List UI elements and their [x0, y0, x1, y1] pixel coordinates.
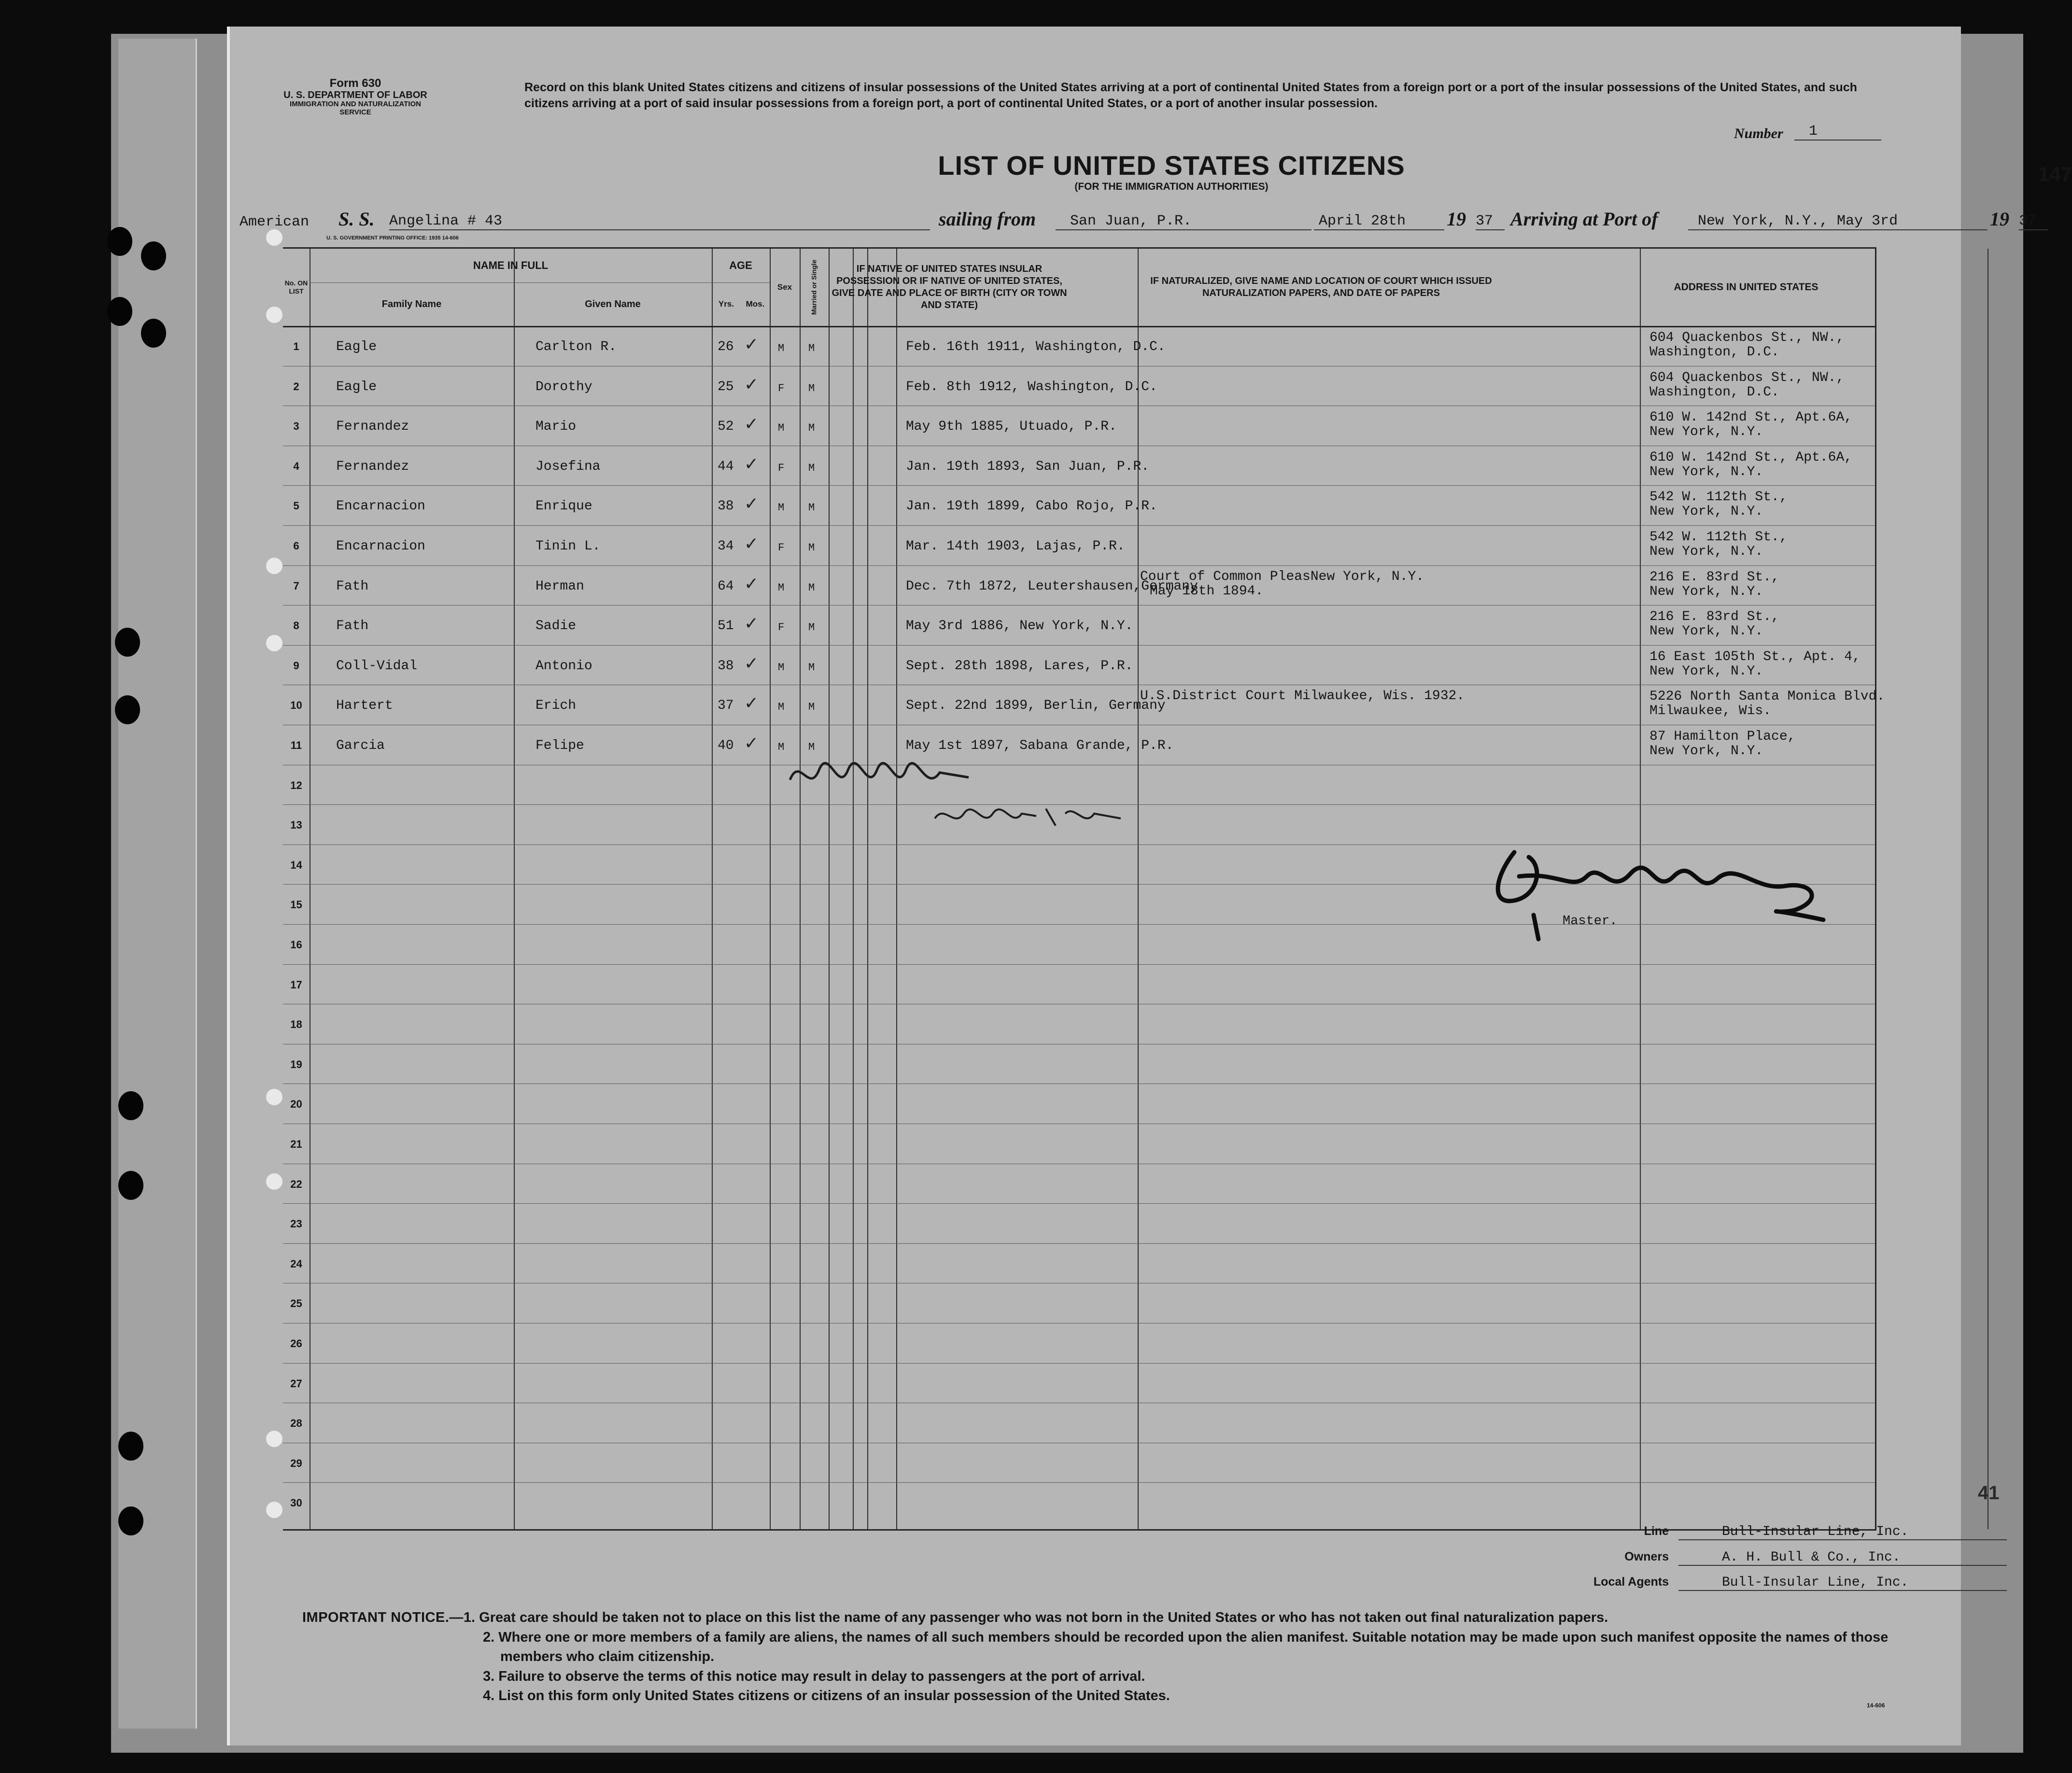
family-name: Encarnacion: [336, 499, 425, 514]
table-row: [283, 406, 1875, 446]
notice-lead: IMPORTANT NOTICE.—: [302, 1610, 464, 1625]
family-name: Fath: [336, 578, 369, 594]
origin-port: San Juan, P.R.: [1056, 213, 1311, 230]
given-name: Sadie: [536, 619, 577, 634]
family-name: Fernandez: [336, 419, 409, 435]
binder-hole: [118, 1506, 143, 1535]
notice-item: 4. List on this form only United States citizens or citizens of an insular possession of the United States.: [483, 1688, 1170, 1704]
table-row: [283, 1243, 1875, 1283]
address-line-1: 216 E. 83rd St.,: [1649, 569, 1779, 585]
inspection-check-icon: ✓: [744, 494, 759, 514]
departure-date: April 28th: [1314, 213, 1444, 230]
row-number: 15: [290, 899, 302, 911]
voyage-line: [240, 205, 2037, 234]
sex-value: F: [778, 621, 785, 634]
table-row: [283, 1482, 1875, 1522]
inspection-check-icon: ✓: [744, 614, 759, 634]
row-number: 28: [290, 1417, 302, 1430]
address-line-1: 16 East 105th St., Apt. 4,: [1649, 649, 1861, 664]
row-number: 17: [290, 978, 302, 991]
sex-value: M: [778, 741, 785, 753]
line-value: Bull-Insular Line, Inc.: [1678, 1524, 2007, 1540]
punch-hole: [266, 558, 282, 574]
table-row: [283, 964, 1875, 1004]
owners-value: A. H. Bull & Co., Inc.: [1678, 1550, 2007, 1566]
address-line-1: 216 E. 83rd St.,: [1649, 609, 1779, 625]
row-number: 7: [293, 579, 299, 592]
inspection-check-icon: ✓: [744, 574, 759, 594]
binding-strip: [118, 39, 197, 1729]
marital-status: M: [808, 422, 815, 435]
punch-hole: [266, 1431, 282, 1447]
binder-hole: [115, 628, 140, 657]
row-number: 4: [293, 460, 299, 472]
form-number: Form 630: [329, 77, 381, 90]
address-line-1: 604 Quackenbos St., NW.,: [1649, 370, 1845, 385]
agents-value: Bull-Insular Line, Inc.: [1678, 1575, 2007, 1591]
address-line-1: 542 W. 112th St.,: [1649, 490, 1788, 505]
given-name: Erich: [536, 698, 577, 714]
row-number: 11: [290, 739, 302, 751]
header-sex: Sex: [777, 282, 792, 292]
table-row: [283, 1443, 1875, 1483]
master-label: Master.: [1563, 914, 1618, 929]
marital-status: M: [808, 741, 815, 753]
address-line-1: 87 Hamilton Place,: [1649, 729, 1796, 744]
row-number: 16: [290, 939, 302, 951]
binder-hole: [118, 1091, 143, 1120]
birth-date-place: May 9th 1885, Utuado, P.R.: [906, 419, 1117, 435]
arrival-year: 37: [2019, 213, 2048, 230]
family-name: Encarnacion: [336, 539, 425, 554]
sex-value: M: [778, 342, 785, 354]
punch-hole: [266, 1502, 282, 1518]
table-row: [283, 1323, 1875, 1363]
table-row: [283, 725, 1875, 765]
given-name: Dorothy: [536, 379, 592, 394]
address-line-1: 610 W. 142nd St., Apt.6A,: [1649, 410, 1853, 425]
birth-date-place: May 3rd 1886, New York, N.Y.: [906, 619, 1133, 634]
punch-hole: [266, 307, 282, 323]
header-married-single: Married or Single: [810, 259, 818, 315]
binder-hole: [107, 297, 132, 326]
number-label: Number: [1734, 126, 1783, 141]
sex-value: M: [778, 701, 785, 714]
form-code: 14-606: [1867, 1702, 1885, 1709]
address-line-2: New York, N.Y.: [1649, 584, 1763, 599]
form-instructions: Record on this blank United States citizens and citizens of insular possessions of the United States arriving at a port of continental United States from a foreign port or a port of the insular possessions of the United States, and such citizens arriving at a port of said insular possessions from a foreign port, a port of continental United States, or a port of another insular possession.: [524, 81, 1857, 110]
row-number: 29: [290, 1457, 302, 1469]
table-row: [283, 326, 1875, 366]
marital-status: M: [808, 661, 815, 674]
agents-label: Local Agents: [1593, 1575, 1669, 1589]
address-line-2: New York, N.Y.: [1649, 624, 1763, 639]
table-row: [283, 1164, 1875, 1204]
department-name: U. S. DEPARTMENT OF LABOR: [283, 90, 427, 101]
table-row: [283, 605, 1875, 645]
row-number: 21: [290, 1138, 302, 1150]
marital-status: M: [808, 502, 815, 514]
table-row: [283, 1203, 1875, 1243]
inspection-check-icon: ✓: [744, 534, 759, 554]
age-years: 37: [718, 698, 734, 714]
master-signature: [1485, 847, 1833, 941]
sex-value: M: [778, 422, 785, 435]
header-given-name: Given Name: [585, 298, 641, 310]
marital-status: M: [808, 701, 815, 714]
manifest-page: [227, 27, 2072, 1745]
birth-date-place: Jan. 19th 1899, Cabo Rojo, P.R.: [906, 499, 1157, 514]
age-years: 34: [718, 539, 734, 554]
given-name: Carlton R.: [536, 339, 617, 354]
arriving-label: Arriving at Port of: [1510, 208, 1658, 230]
address-line-2: New York, N.Y.: [1649, 424, 1763, 440]
given-name: Herman: [536, 578, 584, 594]
inspection-check-icon: ✓: [744, 414, 759, 435]
birth-date-place: Sept. 28th 1898, Lares, P.R.: [906, 658, 1133, 674]
inspection-check-icon: ✓: [744, 653, 759, 674]
inspector-annotation: [930, 799, 1123, 835]
row-number: 19: [290, 1058, 302, 1070]
table-row: [283, 1044, 1875, 1084]
sex-value: M: [778, 502, 785, 514]
footer-owners: [1624, 1547, 2007, 1566]
ship-name: Angelina # 43: [389, 213, 930, 230]
marital-status: M: [808, 462, 815, 474]
header-age: AGE: [729, 259, 752, 272]
binder-hole: [118, 1432, 143, 1461]
inspection-check-icon: ✓: [744, 374, 759, 394]
given-name: Enrique: [536, 499, 592, 514]
arrival-year-prefix: 19: [1990, 208, 2009, 230]
age-years: 44: [718, 459, 734, 474]
row-number: 10: [290, 699, 302, 712]
row-number: 8: [293, 619, 299, 632]
given-name: Josefina: [536, 459, 601, 474]
row-number: 5: [293, 500, 299, 512]
row-number: 13: [290, 819, 302, 831]
page-title: LIST OF UNITED STATES CITIZENS: [938, 150, 1405, 181]
birth-date-place: Dec. 7th 1872, Leutershausen,Germany: [906, 578, 1198, 594]
address-line-1: 604 Quackenbos St., NW.,: [1649, 330, 1845, 345]
punch-hole: [266, 1173, 282, 1190]
owners-label: Owners: [1624, 1550, 1669, 1563]
departure-year: 37: [1476, 213, 1505, 230]
age-years: 38: [718, 499, 734, 514]
footer-agents: [1593, 1572, 2007, 1591]
row-number: 12: [290, 779, 302, 791]
page-subtitle: (FOR THE IMMIGRATION AUTHORITIES): [1074, 181, 1269, 192]
family-name: Fath: [336, 619, 369, 634]
marital-status: M: [808, 382, 815, 394]
table-row: [283, 685, 1885, 725]
age-years: 40: [718, 738, 734, 753]
address-line-2: New York, N.Y.: [1649, 663, 1763, 679]
table-row: [283, 485, 1875, 525]
birth-date-place: Feb. 16th 1911, Washington, D.C.: [906, 339, 1166, 354]
birth-date-place: Feb. 8th 1912, Washington, D.C.: [906, 379, 1157, 394]
row-number: 14: [290, 858, 302, 871]
age-years: 38: [718, 658, 734, 674]
birth-date-place: Sept. 22nd 1899, Berlin, Germany: [906, 698, 1166, 714]
service-name: IMMIGRATION AND NATURALIZATION SERVICE: [290, 100, 421, 116]
sex-value: M: [778, 661, 785, 674]
address-line-2: Milwaukee, Wis.: [1649, 704, 1772, 719]
address-line-2: New York, N.Y.: [1649, 504, 1763, 520]
vessel-nationality: American: [240, 214, 310, 230]
row-number: 2: [293, 380, 299, 393]
naturalization-court: U.S.District Court Milwaukee, Wis. 1932.: [1140, 689, 1465, 704]
binder-hole: [107, 227, 132, 256]
header-years: Yrs.: [718, 299, 734, 309]
table-row: [283, 1084, 1875, 1124]
row-number: 18: [290, 1018, 302, 1031]
header-naturalized: IF NATURALIZED, GIVE NAME AND LOCATION OF COURT WHICH ISSUED NATURALIZATION PAPERS, AND DATE OF PAPERS: [1150, 276, 1492, 298]
row-number: 1: [293, 340, 299, 352]
family-name: Eagle: [336, 339, 377, 354]
address-line-2: New York, N.Y.: [1649, 744, 1763, 759]
family-name: Garcia: [336, 738, 385, 753]
stamp-number: 147: [2038, 163, 2072, 185]
sex-value: F: [778, 542, 785, 554]
number-value: 1: [1794, 123, 1881, 141]
header-address: ADDRESS IN UNITED STATES: [1674, 281, 1818, 293]
punch-hole: [266, 1089, 282, 1105]
header-number: No. ON LIST: [284, 279, 308, 295]
table-row: [283, 1124, 1875, 1164]
header-months: Mos.: [746, 299, 765, 309]
family-name: Hartert: [336, 698, 393, 714]
address-line-2: Washington, D.C.: [1649, 384, 1779, 400]
departure-year-prefix: 19: [1447, 208, 1466, 230]
given-name: Tinin L.: [536, 539, 601, 554]
notice-item: 3. Failure to observe the terms of this notice may result in delay to passengers at the port of arrival.: [483, 1668, 1145, 1684]
row-number: 20: [290, 1098, 302, 1111]
form-identifier: [273, 77, 437, 116]
important-notice: [302, 1608, 1896, 1706]
punch-hole: [266, 635, 282, 651]
inspection-check-icon: ✓: [744, 335, 759, 354]
family-name: Eagle: [336, 379, 377, 394]
address-line-1: 5226 North Santa Monica Blvd.: [1649, 689, 1885, 704]
family-name: Fernandez: [336, 459, 409, 474]
row-number: 23: [290, 1218, 302, 1230]
table-row: [283, 366, 1875, 406]
birth-date-place: May 1st 1897, Sabana Grande, P.R.: [906, 738, 1174, 753]
footer-line: [1644, 1521, 2007, 1540]
row-number: 30: [290, 1497, 302, 1509]
binder-hole: [118, 1171, 143, 1200]
row-number: 24: [290, 1257, 302, 1270]
sailing-from-label: sailing from: [939, 208, 1036, 230]
age-years: 52: [718, 419, 734, 435]
binder-hole: [141, 319, 166, 348]
notice-item: 2. Where one or more members of a family are aliens, the names of all such members should be recorded upon the alien manifest. Suitable notation may be made upon such manifest opposite the names of those members who claim citizenship.: [483, 1629, 1889, 1665]
birth-date-place: Mar. 14th 1903, Lajas, P.R.: [906, 539, 1125, 554]
given-name: Mario: [536, 419, 577, 435]
sex-value: F: [778, 382, 785, 394]
address-line-2: New York, N.Y.: [1649, 544, 1763, 559]
marital-status: M: [808, 581, 815, 594]
family-name: Coll-Vidal: [336, 658, 418, 674]
header-name-in-full: NAME IN FULL: [473, 259, 549, 272]
table-row: [283, 1283, 1875, 1323]
address-line-1: 542 W. 112th St.,: [1649, 530, 1788, 545]
row-number: 22: [290, 1178, 302, 1190]
table-row: [283, 1403, 1875, 1443]
page-number: 41: [1978, 1482, 2000, 1504]
table-row: [283, 1004, 1875, 1044]
inspection-check-icon: ✓: [744, 733, 759, 753]
row-number: 26: [290, 1337, 302, 1350]
address-line-2: Washington, D.C.: [1649, 345, 1779, 360]
table-row: [283, 1363, 1875, 1403]
sex-value: M: [778, 581, 785, 594]
row-number: 6: [293, 540, 299, 552]
line-label: Line: [1644, 1524, 1669, 1538]
binder-hole: [115, 695, 140, 724]
arrival-port: New York, N.Y., May 3rd: [1688, 213, 1987, 230]
given-name: Antonio: [536, 658, 592, 674]
header-birth: IF NATIVE OF UNITED STATES INSULAR POSSESSION OR IF NATIVE OF UNITED STATES, GIVE DATE AND PLACE OF BIRTH (CITY OR TOWN AND STATE): [832, 264, 1067, 310]
row-number: 27: [290, 1377, 302, 1390]
naturalization-court: Court of Common PleasNew York, N.Y.: [1140, 569, 1424, 584]
table-row: [283, 645, 1875, 685]
header-family-name: Family Name: [381, 298, 442, 310]
marital-status: M: [808, 342, 815, 354]
given-name: Felipe: [536, 738, 584, 753]
binder-hole: [141, 241, 166, 270]
marital-status: M: [808, 542, 815, 554]
address-line-1: 610 W. 142nd St., Apt.6A,: [1649, 450, 1853, 465]
table-row: [283, 765, 1875, 805]
address-line-2: New York, N.Y.: [1649, 464, 1763, 479]
row-number: 3: [293, 420, 299, 433]
ss-label: S. S.: [338, 208, 375, 230]
marital-status: M: [808, 621, 815, 634]
notice-item: 1. Great care should be taken not to place on this list the name of any passenger who was not born in the United States or who has not taken out final naturalization papers.: [463, 1610, 1608, 1625]
age-years: 26: [718, 339, 734, 354]
birth-date-place: Jan. 19th 1893, San Juan, P.R.: [906, 459, 1150, 474]
printing-note: U. S. GOVERNMENT PRINTING OFFICE: 1935 14-606: [326, 235, 459, 241]
inspection-check-icon: ✓: [744, 693, 759, 714]
age-years: 25: [718, 379, 734, 394]
naturalization-date: May 18th 1894.: [1150, 583, 1264, 599]
row-number: 25: [290, 1297, 302, 1310]
table-row: [283, 565, 1875, 605]
table-row: [283, 446, 1875, 486]
inspection-check-icon: ✓: [744, 454, 759, 474]
sex-value: F: [778, 462, 785, 474]
age-years: 64: [718, 578, 734, 594]
row-number: 9: [293, 659, 299, 672]
table-row: [283, 525, 1875, 565]
age-years: 51: [718, 619, 734, 634]
